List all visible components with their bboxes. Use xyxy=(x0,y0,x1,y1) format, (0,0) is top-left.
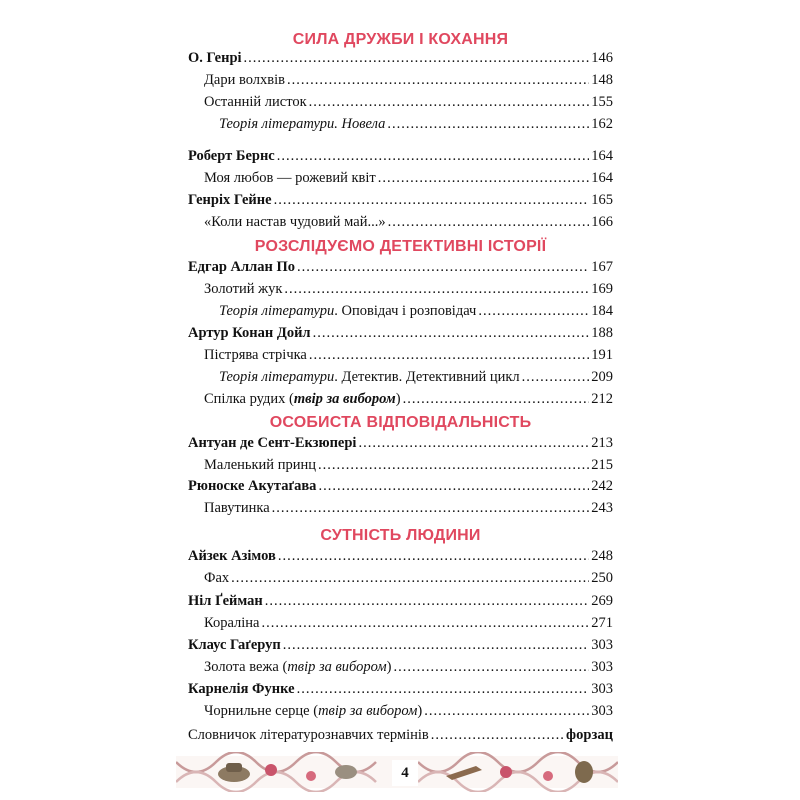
author-name: Ніл Ґейман xyxy=(188,593,263,609)
dot-leader xyxy=(297,259,589,276)
toc-entry-author[interactable] xyxy=(188,435,613,452)
paren-close: ) xyxy=(395,391,401,407)
dot-leader xyxy=(309,94,590,111)
dot-leader xyxy=(272,500,590,517)
work-title: Дари волхвів xyxy=(204,72,285,88)
toc-entry-author[interactable] xyxy=(188,548,613,565)
page-ref: форзац xyxy=(566,727,613,743)
page-ref: 155 xyxy=(591,94,613,110)
page-ref: 303 xyxy=(591,659,613,675)
toc-entry-theory[interactable] xyxy=(219,116,613,133)
toc-entry-author[interactable] xyxy=(188,259,613,276)
toc-entry-theory[interactable] xyxy=(219,303,613,320)
page-ref: 166 xyxy=(591,214,613,230)
toc-entry-theory[interactable] xyxy=(219,369,613,386)
work-title: Останній листок xyxy=(204,94,307,110)
mask-icon xyxy=(335,765,357,779)
page-ref: 213 xyxy=(591,435,613,451)
dot-leader xyxy=(393,659,589,676)
dot-leader xyxy=(388,214,590,231)
toc-entry-work[interactable] xyxy=(204,391,613,408)
dot-leader xyxy=(313,325,590,342)
page-ref: 184 xyxy=(591,303,613,319)
toc-entry-glossary[interactable] xyxy=(188,727,613,744)
theory-label: Теорія літератури xyxy=(219,369,335,385)
page-ref: 303 xyxy=(591,681,613,697)
page-ref: 269 xyxy=(591,593,613,609)
author-name: Айзек Азімов xyxy=(188,548,276,564)
toc-entry-author[interactable] xyxy=(188,593,613,610)
theory-title: Теорія літератури. Новела xyxy=(219,116,386,132)
dot-leader xyxy=(277,148,590,165)
page-ref: 303 xyxy=(591,703,613,719)
author-name: Карнелія Функе xyxy=(188,681,295,697)
optional-note: твір за вибором xyxy=(293,391,396,407)
toc-entry-work[interactable] xyxy=(204,500,613,517)
page-ref: 164 xyxy=(591,170,613,186)
rose-icon xyxy=(265,764,277,776)
dot-leader xyxy=(231,570,589,587)
dot-leader xyxy=(309,347,589,364)
toc-entry-work[interactable] xyxy=(204,659,613,676)
optional-note: твір за вибором xyxy=(318,703,418,719)
toc-entry-work[interactable] xyxy=(204,281,613,298)
page-ref: 164 xyxy=(591,148,613,164)
section-heading: РОЗСЛІДУЄМО ДЕТЕКТИВНІ ІСТОРІЇ xyxy=(254,238,547,255)
theory-label: Теорія літератури xyxy=(219,303,335,319)
section-heading: СУТНІСТЬ ЛЮДИНИ xyxy=(320,527,481,544)
work-title: Фах xyxy=(204,570,230,586)
author-name: О. Генрі xyxy=(188,50,242,66)
page-ref: 212 xyxy=(591,391,613,407)
section-heading: ОСОБИСТА ВІДПОВІДАЛЬНІСТЬ xyxy=(269,414,532,431)
page-ref: 303 xyxy=(591,637,613,653)
toc-entry-author[interactable] xyxy=(188,148,613,165)
work-title: «Коли настав чудовий май...» xyxy=(204,214,386,230)
dot-leader xyxy=(358,435,589,452)
page-number: 4 xyxy=(392,760,418,786)
page-ref: 243 xyxy=(591,500,613,516)
dot-leader xyxy=(278,548,589,565)
dot-leader xyxy=(274,192,590,209)
page-ref: 215 xyxy=(591,457,613,473)
theory-topic: . Оповідач і розповідач xyxy=(334,303,477,319)
page-ref: 271 xyxy=(591,615,613,631)
toc-entry-work[interactable] xyxy=(204,94,613,111)
theory-topic: . Детектив. Детективний цикл xyxy=(334,369,520,385)
author-name: Антуан де Сент-Екзюпері xyxy=(188,435,357,451)
section-heading: СИЛА ДРУЖБИ І КОХАННЯ xyxy=(292,31,509,48)
page-ref: 248 xyxy=(591,548,613,564)
dot-leader xyxy=(431,727,564,744)
author-name: Генріх Гейне xyxy=(188,192,272,208)
dot-leader xyxy=(522,369,590,386)
page-ref: 209 xyxy=(591,369,613,385)
author-name: Роберт Бернс xyxy=(188,148,275,164)
author-name: Едгар Аллан По xyxy=(188,259,296,275)
dot-leader xyxy=(297,681,590,698)
author-name: Артур Конан Дойл xyxy=(188,325,311,341)
paren-close: ) xyxy=(417,703,423,719)
work-title: Спілка рудих ( xyxy=(204,391,294,407)
paren-close: ) xyxy=(386,659,392,675)
toc-entry-author[interactable] xyxy=(188,478,613,495)
toc-entry-work[interactable] xyxy=(204,170,613,187)
page-ref: 162 xyxy=(591,116,613,132)
work-title: Чорнильне серце ( xyxy=(204,703,319,719)
dot-leader xyxy=(284,281,589,298)
dot-leader xyxy=(287,72,589,89)
page-ref: 169 xyxy=(591,281,613,297)
toc-entry-work[interactable] xyxy=(204,72,613,89)
toc-entry-work[interactable] xyxy=(204,615,613,632)
author-name: Рюноске Акутаґава xyxy=(188,478,317,494)
toc-entry-work[interactable] xyxy=(204,457,613,474)
page-ref: 242 xyxy=(591,478,613,494)
work-title: Моя любов — рожевий квіт xyxy=(204,170,376,186)
toc-entry-author[interactable] xyxy=(188,637,613,654)
author-name: Клаус Гаґеруп xyxy=(188,637,281,653)
hat-icon-crown xyxy=(226,763,242,772)
toc-entry-author[interactable] xyxy=(188,192,613,209)
work-title: Пістрява стрічка xyxy=(204,347,307,363)
toc-entry-author[interactable] xyxy=(188,681,613,698)
dot-leader xyxy=(283,637,589,654)
dot-leader xyxy=(261,615,589,632)
rose-icon xyxy=(543,771,553,781)
toc-entry-work[interactable] xyxy=(204,214,613,231)
work-title: Кораліна xyxy=(204,615,260,631)
page-ref: 165 xyxy=(591,192,613,208)
dot-leader xyxy=(387,116,589,133)
work-title: Маленький принц xyxy=(204,457,316,473)
dot-leader xyxy=(378,170,590,187)
work-title: Золотий жук xyxy=(204,281,283,297)
beetle-icon xyxy=(575,761,593,783)
work-title: Золота вежа ( xyxy=(204,659,288,675)
dot-leader xyxy=(478,303,589,320)
dot-leader xyxy=(318,478,589,495)
toc-entry-work[interactable] xyxy=(204,570,613,587)
rose-icon xyxy=(500,766,512,778)
page-ref: 148 xyxy=(591,72,613,88)
dot-leader xyxy=(318,457,589,474)
toc-entry-author[interactable] xyxy=(188,50,613,67)
toc-entry-work[interactable] xyxy=(204,703,613,720)
page-ref: 188 xyxy=(591,325,613,341)
toc-entry-author[interactable] xyxy=(188,325,613,342)
page-ref: 250 xyxy=(591,570,613,586)
page-ref: 191 xyxy=(591,347,613,363)
dot-leader xyxy=(403,391,590,408)
optional-note: твір за вибором xyxy=(287,659,387,675)
toc-entry-work[interactable] xyxy=(204,347,613,364)
page-ref: 146 xyxy=(591,50,613,66)
dot-leader xyxy=(244,50,590,67)
glossary-title: Словничок літературознавчих термінів xyxy=(188,727,429,743)
dot-leader xyxy=(424,703,589,720)
rose-icon xyxy=(306,771,316,781)
work-title: Павутинка xyxy=(204,500,270,516)
page-ref: 167 xyxy=(591,259,613,275)
dot-leader xyxy=(265,593,589,610)
